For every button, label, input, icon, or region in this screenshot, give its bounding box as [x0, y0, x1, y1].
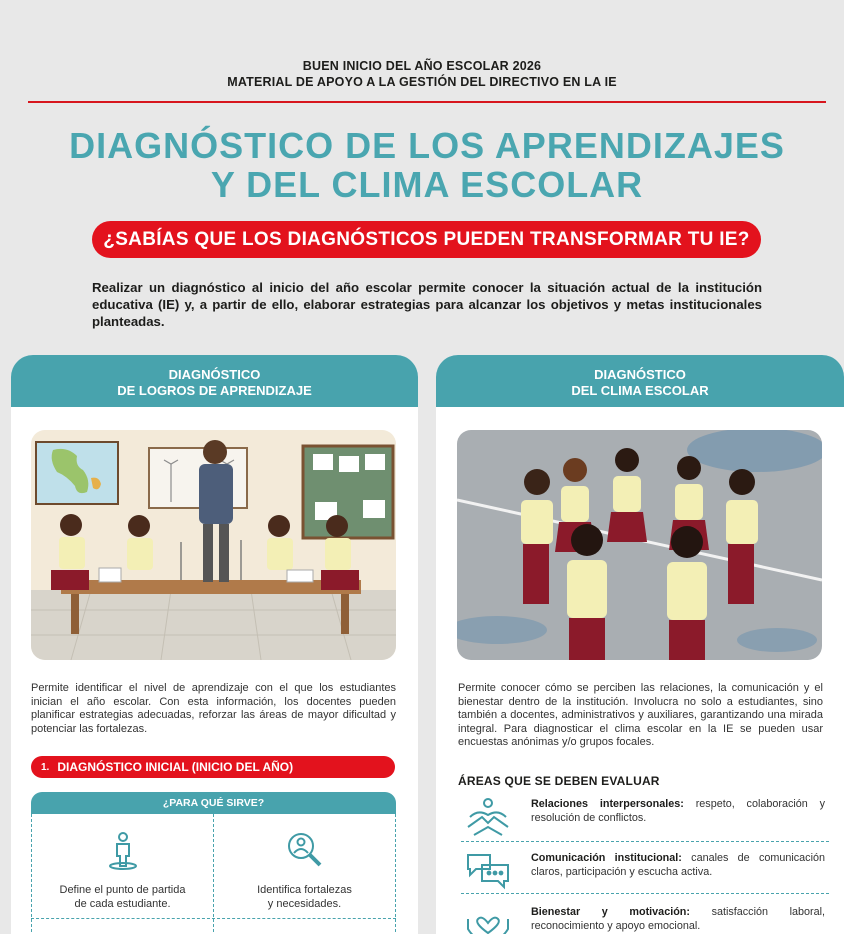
heart-hands-icon: [464, 905, 512, 934]
learning-diagnosis-card: [11, 355, 418, 934]
purpose-item-1-line-1: Define el punto de partida: [59, 884, 186, 896]
classroom-illustration: [31, 430, 396, 660]
area-wellbeing-motivation: [461, 903, 826, 934]
learning-description: Permite identificar el nivel de aprendizaje con el que los estudiantes inician el año escolar. Con esta información, los docentes pueden planificar estrategias adecuadas, reforzar las áreas de mayor dificultad y potenciar las fortalezas.: [31, 682, 396, 735]
area-2-label: Comunicación institucional:: [531, 852, 682, 864]
learning-card-title-2: DE LOGROS DE APRENDIZAJE: [117, 383, 312, 398]
title-line-2: Y DEL CLIMA ESCOLAR: [210, 164, 644, 205]
purpose-item-2-line-2: y necesidades.: [267, 897, 342, 910]
intro-paragraph: Realizar un diagnóstico al inicio del año escolar permite conocer la situación actual de la institución educativa (IE) y, a partir de ello, elaborar estrategias para alcanzar los objetivos y metas institucionales planteadas.: [92, 280, 762, 329]
header-divider: [28, 101, 826, 103]
area-interpersonal-relations: [461, 795, 826, 845]
header-line-2: MATERIAL DE APOYO A LA GESTIÓN DEL DIRECTIVO EN LA IE: [227, 75, 617, 89]
area-1-label: Relaciones interpersonales:: [531, 798, 684, 810]
climate-description: Permite conocer cómo se perciben las relaciones, la comunicación y el bienestar dentro de la institución. Involucra no solo a estudiantes, sino también a docentes, administrativos y auxiliares, garantizando una mirada integral. Para diagnosticar el clima escolar en la IE se pueden usar encuestas anónimas y/o grupos focales.: [458, 682, 823, 748]
purpose-box: [31, 792, 396, 934]
person-icon: [103, 830, 143, 870]
area-3-text: [531, 905, 825, 933]
students-circle-illustration: [457, 430, 822, 660]
header-line-1: BUEN INICIO DEL AÑO ESCOLAR 2026: [302, 59, 542, 73]
step-number: 1.: [41, 761, 50, 773]
purpose-item-strengths: [213, 814, 395, 934]
step-initial-diagnosis: [31, 756, 395, 778]
title-line-1: DIAGNÓSTICO DE LOS APRENDIZAJES: [69, 125, 785, 166]
purpose-grid: [31, 814, 396, 934]
climate-card-title-1: DIAGNÓSTICO: [594, 367, 686, 382]
purpose-item-1-line-2: de cada estudiante.: [74, 897, 171, 910]
area-2-text: [531, 851, 825, 879]
area-2-detail: canales de comunicación claros, participación y escucha activa.: [531, 852, 825, 878]
areas-title: ÁREAS QUE SE DEBEN EVALUAR: [458, 774, 660, 788]
area-1-text: [531, 797, 825, 825]
climate-card-header: [436, 355, 844, 407]
learning-card-title-1: DIAGNÓSTICO: [168, 367, 261, 382]
area-3-label: Bienestar y motivación:: [531, 906, 690, 918]
area-divider-2: [461, 893, 829, 894]
hands-together-icon: [464, 797, 512, 841]
search-person-icon: [285, 830, 325, 870]
area-institutional-communication: [461, 849, 826, 899]
purpose-title: ¿PARA QUÉ SIRVE?: [31, 792, 396, 814]
area-divider-1: [461, 841, 829, 842]
learning-card-header: [11, 355, 418, 407]
area-3-detail: satisfacción laboral, reconocimiento y apoyo emocional.: [531, 906, 825, 932]
area-1-detail: respeto, colaboración y resolución de conflictos.: [531, 798, 825, 824]
page-title: [0, 126, 844, 204]
school-climate-card: [436, 355, 844, 934]
question-banner: ¿SABÍAS QUE LOS DIAGNÓSTICOS PUEDEN TRANSFORMAR TU IE?: [92, 221, 761, 258]
purpose-row-divider: [31, 918, 396, 919]
purpose-item-starting-point: [32, 814, 213, 934]
climate-card-title-2: DEL CLIMA ESCOLAR: [571, 383, 709, 398]
purpose-item-2-line-1: Identifica fortalezas: [257, 884, 352, 896]
step-label: DIAGNÓSTICO INICIAL (INICIO DEL AÑO): [57, 760, 294, 774]
document-header: [0, 58, 844, 90]
chat-bubbles-icon: [464, 851, 512, 893]
